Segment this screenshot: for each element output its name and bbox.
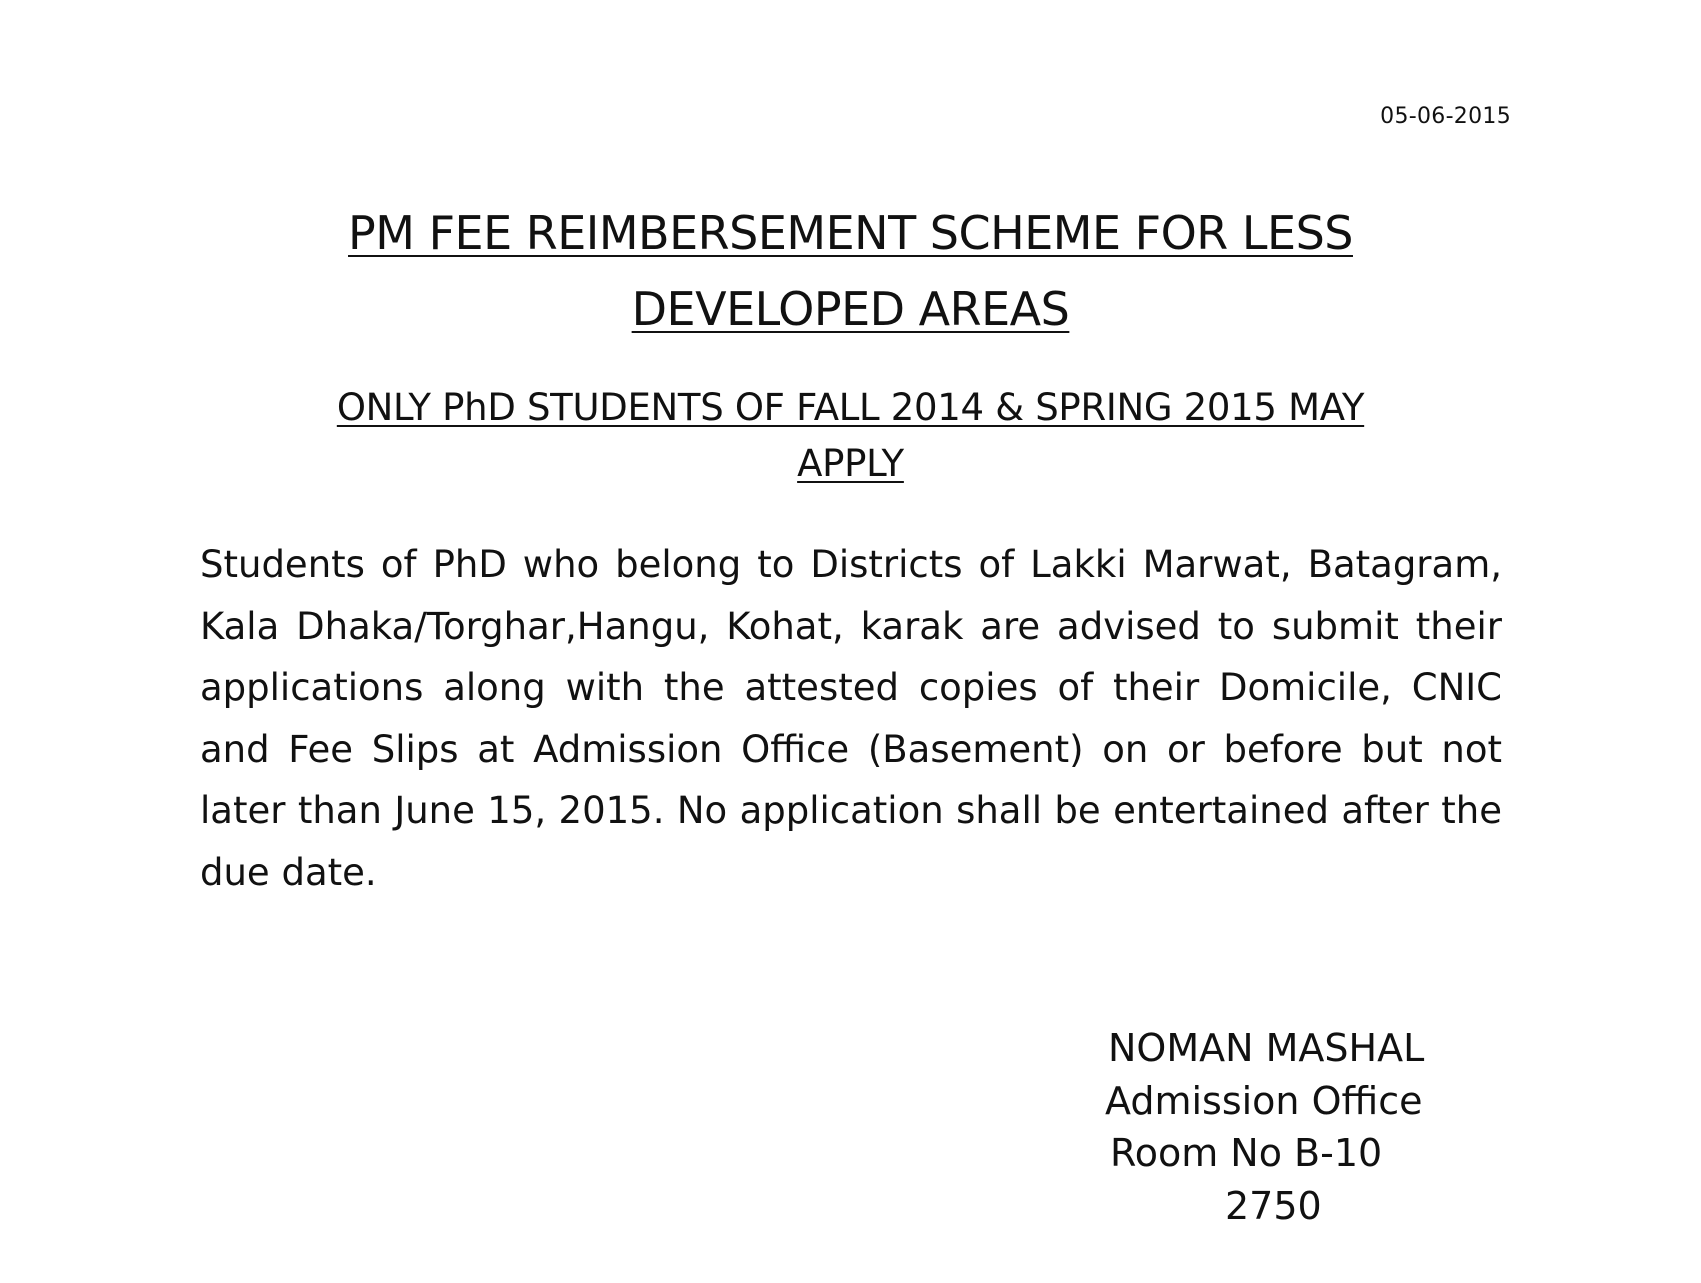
signatory-office: Admission Office <box>1105 1079 1423 1123</box>
notice-date: 05-06-2015 <box>1380 104 1511 129</box>
notice-subtitle-line1: ONLY PhD STUDENTS OF FALL 2014 & SPRING 2015 MAY <box>336 386 1365 429</box>
notice-title-line2: DEVELOPED AREAS <box>631 282 1070 336</box>
notice-subtitle-line2: APPLY <box>797 442 904 485</box>
notice-body: Students of PhD who belong to Districts of Lakki Marwat, Batagram, Kala Dhaka/Torghar,Hangu, Kohat, karak are advised to submit their applications along with the attested copies of their Domicile, CNIC and Fee Slips at Admission Office (Basement) on or before but not later than June 15, 2015. No application shall be entertained after the due date. <box>200 543 1502 894</box>
signatory-room: Room No B-10 <box>1110 1131 1383 1175</box>
signatory-name: NOMAN MASHAL <box>1108 1026 1425 1070</box>
signatory-extension: 2750 <box>1225 1184 1322 1228</box>
notice-title-line1: PM FEE REIMBERSEMENT SCHEME FOR LESS <box>348 206 1353 260</box>
